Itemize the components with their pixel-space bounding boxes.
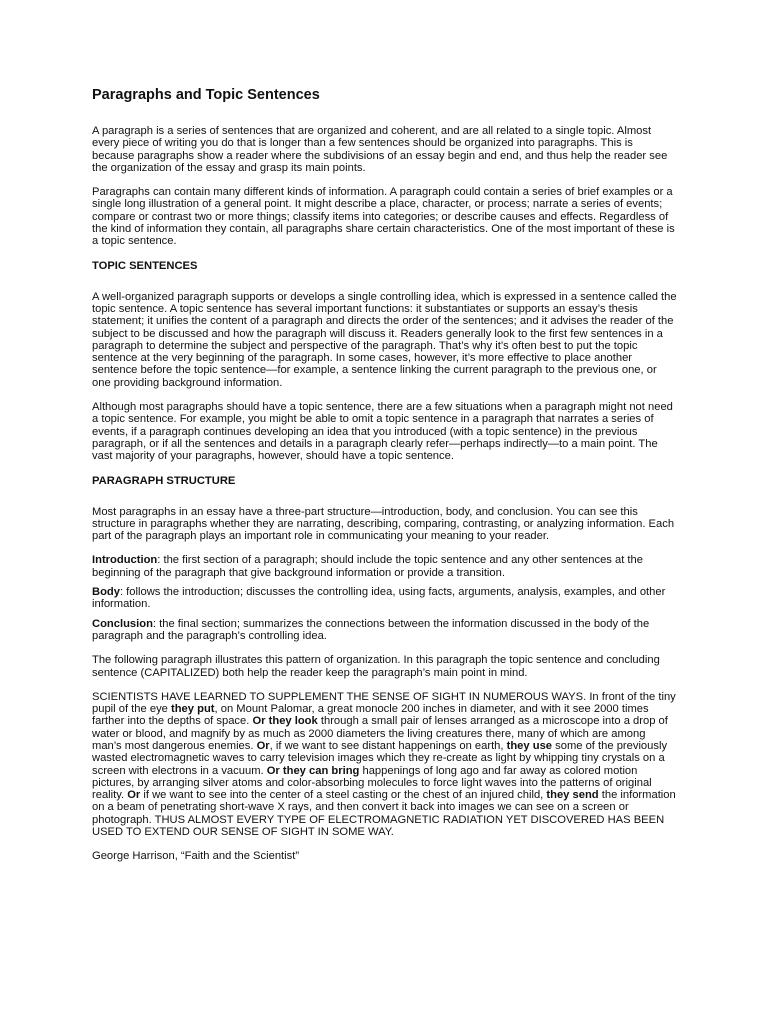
section-heading-topic-sentences: TOPIC SENTENCES [92, 259, 198, 272]
example-segment: , if we want to see distant happenings on earth, [269, 739, 507, 752]
definition-list [92, 554, 678, 642]
example-segment-bold: they put [171, 703, 215, 716]
example-segment-bold: Or [256, 739, 270, 752]
definition-term: Introduction [92, 554, 158, 567]
document-body [92, 87, 678, 875]
example-segment: the information on a beam of penetrating short-wave X rays, and then convert it back into images we can see on a screen or photograph. THUS ALMOST EVERY TYPE OF ELECTROMAGNETIC RADIATION YET DISCOVERED HAS BEEN USED TO EXTEND OUR SENSE OF SIGHT IN SOME WAY. [92, 789, 676, 839]
example-segment-bold: they send [546, 789, 599, 802]
example-segment: if we want to see into the center of a steel casting or the chest of an injured child, [140, 789, 547, 802]
section-heading-paragraph-structure: PARAGRAPH STRUCTURE [92, 474, 236, 487]
definition-term: Body [92, 586, 120, 599]
intro-paragraph-1: A paragraph is a series of sentences that are organized and coherent, and are all related to a single topic. Almost every piece of writing you do that is longer than a few sentences should be organized into paragraphs. This is because paragraphs show a reader where the subdivisions of an essay begin and end, and thus help the reader see the organization of the essay and grasp its main points. [92, 125, 668, 174]
definition-conclusion [92, 618, 678, 643]
example-segment-bold: Or they look [252, 715, 318, 728]
example-segment-bold: Or [127, 789, 141, 802]
structure-intro-paragraph: Most paragraphs in an essay have a three-part structure—introduction, body, and conclusion. You can see this structure in paragraphs whether they are narrating, describing, comparing, contrasting, or analyzing information. Each part of the paragraph plays an important role in communicating your meaning to your reader. [92, 505, 675, 543]
topic-sentences-paragraph-2: Although most paragraphs should have a topic sentence, there are a few situations when a paragraph might not need a topic sentence. For example, you might be able to omit a topic sentence in a paragraph that narrates a series of events, if a paragraph continues developing an idea that you introduced (with a topic sentence) in the previous paragraph, or if all the sentences and details in a paragraph clearly refer—perhaps indirectly—to a main point. The vast majority of your paragraphs, however, should have a topic sentence. [92, 401, 673, 463]
definition-text: : follows the introduction; discusses the controlling idea, using facts, arguments, analysis, examples, and other information. [92, 586, 666, 611]
example-segment: , on Mount Palomar, a great monocle 200 inches in diameter, and with it see 2000 times farther into the depths of space. [92, 703, 649, 728]
example-segment: SCIENTISTS HAVE LEARNED TO SUPPLEMENT THE SENSE OF SIGHT IN NUMEROUS WAYS. In front of the tiny pupil of the eye [92, 690, 676, 716]
example-segment-bold: they use [506, 739, 553, 752]
intro-paragraph-2: Paragraphs can contain many different kinds of information. A paragraph could contain a series of brief examples or a single long illustration of a general point. It might describe a place, character, or process; narrate a series of events; compare or contrast two or more things; classify items into categories; or describe causes and effects. Regardless of the kind of information they contain, all paragraphs share certain characteristics. One of the most important of these is a topic sentence. [92, 186, 675, 248]
attribution: George Harrison, “Faith and the Scientist” [92, 850, 300, 863]
definition-text: : the first section of a paragraph; should include the topic sentence and any other sentences at the beginning of the paragraph that give background information or provide a transition. [92, 554, 643, 579]
definition-introduction [92, 554, 678, 579]
example-segment: through a small pair of lenses arranged as a microscope into a drop of water or blood, and magnify by as much as 2000 diameters the living creatures there, many of which are among man’s most dangerous enemies. [92, 715, 668, 752]
definition-text: : the final section; summarizes the connections between the information discussed in the body of the paragraph and the paragraph’s controlling idea. [92, 617, 650, 642]
example-paragraph [92, 691, 678, 839]
example-segment-bold: Or they can bring [266, 764, 360, 777]
definition-term: Conclusion [92, 617, 153, 630]
example-lead-in: The following paragraph illustrates this pattern of organization. In this paragraph the topic sentence and concluding sentence (CAPITALIZED) both help the reader keep the paragraph’s main point in mind. [92, 654, 660, 679]
page-title: Paragraphs and Topic Sentences [92, 87, 320, 103]
topic-sentences-paragraph-1: A well-organized paragraph supports or develops a single controlling idea, which is expressed in a sentence called the topic sentence. A topic sentence has several important functions: it substantiates or supports an essay’s thesis statement; it unifies the content of a paragraph and directs the order of the sentences; and it advises the reader of the subject to be discussed and how the paragraph will discuss it. Readers generally look to the first few sentences in a paragraph to determine the subject and perspective of the paragraph. That’s why it’s often best to put the topic sentence at the very beginning of the paragraph. In some cases, however, it’s more effective to place another sentence before the topic sentence—for example, a sentence linking the current paragraph to the previous one, or one providing background information. [92, 290, 677, 389]
definition-body [92, 586, 678, 611]
example-segment: happenings of long ago and far away as colored motion pictures, by arranging silver atoms and color-absorbing molecules to force light waves into the patterns of original reality. [92, 764, 652, 802]
example-segment: some of the previously wasted electromagnetic waves to carry television images which they re-create as light by whipping tiny crystals on a screen with electrons in a vacuum. [92, 739, 668, 777]
